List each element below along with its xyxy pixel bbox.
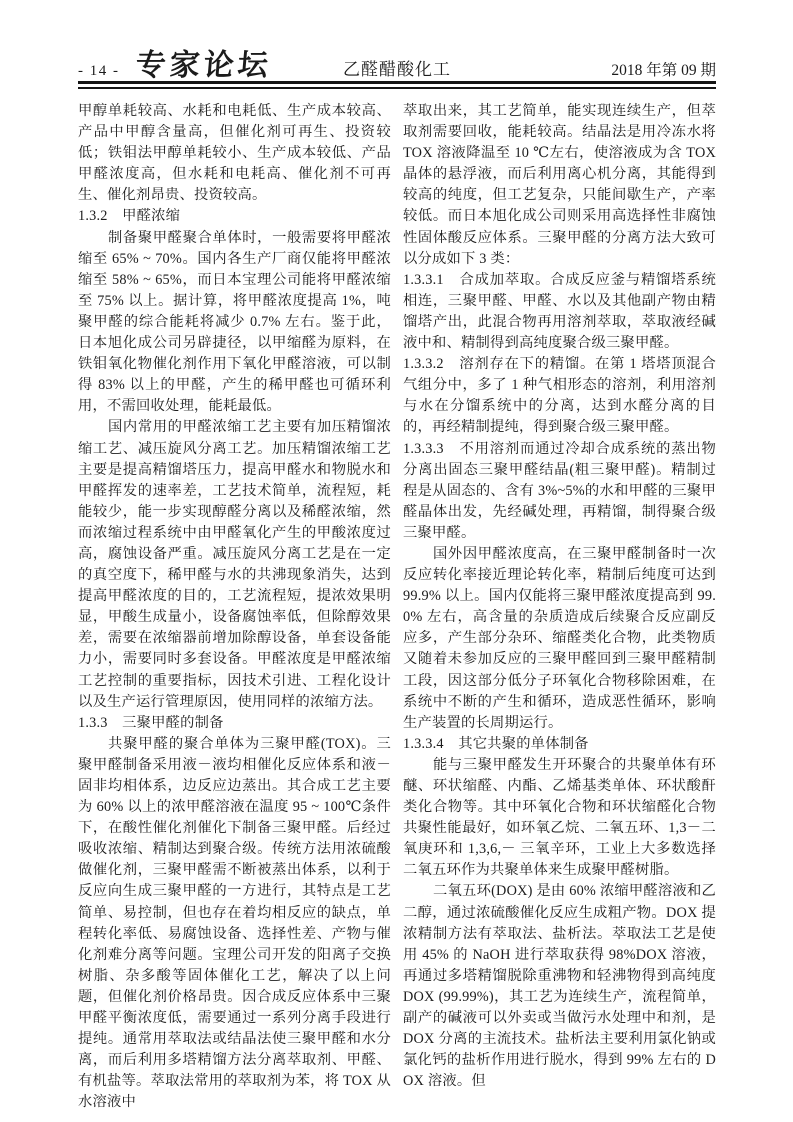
- text-paragraph: 制备聚甲醛聚合单体时，一般需要将甲醛浓缩至 65% ~ 70%。国内各生产厂商仅能将甲醛浓缩至 58% ~ 65%，而日本宝理公司能将甲醛浓缩至 75% 以上。据计算，将甲醛浓度提高 1%，吨聚甲醛的综合能耗将减少 0.7% 左右。鉴于此，日本旭化成公司另辟捷径，以甲缩醛为原料，在铁钼氧化物催化剂作用下氧化甲醛溶液，可以制得 83% 以上的甲醛，产生的稀甲醛也可循环利用，不需回收处理，能耗最低。: [78, 229, 391, 415]
- page-header: [78, 40, 716, 82]
- text-paragraph: 共聚甲醛的聚合单体为三聚甲醛(TOX)。三聚甲醛制备采用液－液均相催化反应体系和液－固非均相体系，边反应边蒸出。其合成工艺主要为 60% 以上的浓甲醛溶液在温度 95 ~ 100℃条件下，在酸性催化剂催化下制备三聚甲醛。后经过吸收浓缩、精制达到聚合级。传统方法用浓硫酸做催化剂，三聚甲醛需不断被蒸出体系，以利于反应向生成三聚甲醛的一方进行，其特点是工艺简单、易控制，但也存在着均相反应的缺点，单程转化率低、易腐蚀设备、选择性差、产物与催化剂难分离等问题。宝理公司开发的阳离子交换树脂、杂多酸等固体催化工艺，解决了以上问题，但催化剂价格昂贵。因合成反应体系中三聚甲醛平衡浓度低，需要通过一系列分离手段进行提纯。通常用萃取法或结晶法使三聚甲醛和水分离，而后利用多塔精馏方法分离萃取剂、甲醛、有机盐等。萃取法常用的萃取剂为苯，将 TOX 从水溶液中: [78, 735, 391, 1111]
- section-heading: 1.3.3 三聚甲醛的制备: [78, 714, 224, 731]
- text-paragraph: 能与三聚甲醛发生开环聚合的共聚单体有环醚、环状缩醛、内酯、乙烯基类单体、环状酸酐类化合物等。其中环氧化合物和环状缩醛化合物共聚性能最好，如环氧乙烷、二氧五环、1,3－二氧庚环和 1,3,6,－ 三氧辛环，工业上大多数选择二氧五环作为共聚单体来生成聚甲醛树脂。: [403, 756, 716, 879]
- text-paragraph: 1.3.3.2 溶剂存在下的精馏。在第 1 塔塔顶混合气组分中，多了 1 种气相形态的溶剂，利用溶剂与水在分馏系统中的分离，达到水醛分离的目的，再经精制提纯，得到聚合级三聚甲醛。: [403, 356, 716, 436]
- text-paragraph: 二氧五环(DOX) 是由 60% 浓缩甲醛溶液和乙二醇，通过浓硫酸催化反应生成粗产物。DOX 提浓精制方法有萃取法、盐析法。萃取法工艺是使用 45% 的 NaOH 进行萃取获得 98%DOX 溶液，再通过多塔精馏脱除重沸物和轻沸物得到高纯度 DOX (99.99%)，其工艺为连续生产，流程简单，副产的碱液可以外卖或当做污水处理中和剂，是 DOX 分离的主流技术。盐析法主要利用氯化钠或氯化钙的盐析作用进行脱水，得到 99% 左右的 DOX 溶液。但: [403, 883, 716, 1090]
- right-column: [403, 101, 716, 1114]
- article-body: [78, 101, 716, 1114]
- header-left-group: [78, 40, 343, 84]
- text-paragraph: 1.3.3.1 合成加萃取。合成反应釜与精馏塔系统相连，三聚甲醛、甲醛、水以及其他副产物由精馏塔产出，此混合物再用溶剂萃取，萃取液经碱液中和、精制得到高纯度聚合级三聚甲醛。: [403, 271, 716, 352]
- text-paragraph: 国内常用的甲醛浓缩工艺主要有加压精馏浓缩工艺、减压旋风分离工艺。加压精馏浓缩工艺主要是提高精馏塔压力，提高甲醛水和物脱水和甲醛挥发的速率差，工艺技术简单，流程短，耗能较少，能一步实现醇醛分离以及稀醛浓缩，然而浓缩过程系统中由甲醛氧化产生的甲酸浓度过高，腐蚀设备严重。减压旋风分离工艺是在一定的真空度下，稀甲醛与水的共沸现象消失，达到提高甲醛浓度的目的，工艺流程短，提浓效果明显，甲酸生成量小，设备腐蚀率低，但除醇效果差，需要在浓缩器前增加除醇设备，单套设备能力小，需要同时多套设备。甲醛浓度是甲醛浓缩工艺控制的重要指标，因技术引进、工程化设计以及生产运行管理原因，使用同样的浓缩方法。: [78, 419, 391, 710]
- text-paragraph: 国外因甲醛浓度高，在三聚甲醛制备时一次反应转化率接近理论转化率，精制后纯度可达到 99.9% 以上。国内仅能将三聚甲醛浓度提高到 99.0% 左右，高含量的杂质造成后续聚合反应副反应多，产生部分杂环、缩醛类化合物，此类物质又随着未参加反应的三聚甲醛回到三聚甲醛精制工段，因这部分低分子环氧化合物移除困难，在系统中不断的产生和循环，造成恶性循环，影响生产装置的长周期运行。: [403, 545, 716, 731]
- section-heading: 1.3.2 甲醛浓缩: [78, 208, 181, 225]
- text-paragraph: 甲醇单耗较高、水耗和电耗低、生产成本较高、产品中甲醇含量高，但催化剂可再生、投资较低；铁钼法甲醇单耗较小、生产成本较低、产品甲醛浓度高，但水耗和电耗高、催化剂不可再生、催化剂昂贵、投资较高。: [78, 103, 391, 204]
- journal-name: 乙醛醋酸化工: [343, 60, 451, 79]
- issue-label: 2018 年第 09 期: [611, 62, 716, 79]
- left-column: [78, 101, 391, 1114]
- section-heading: 1.3.3.4 其它共聚的单体制备: [403, 735, 589, 752]
- page-number: - 14 -: [78, 63, 120, 79]
- header-center-group: [343, 55, 451, 80]
- header-right-group: [451, 58, 716, 80]
- text-paragraph: 萃取出来，其工艺简单，能实现连续生产，但萃取剂需要回收，能耗较高。结晶法是用冷冻水将 TOX 溶液降温至 10 ℃左右，使溶液成为含 TOX 晶体的悬浮液，而后利用离心机分离，其能得到较高的纯度，但工艺复杂，只能间歇生产，产率较低。而日本旭化成公司则采用高选择性非腐蚀性固体酸反应体系。三聚甲醛的分离方法大致可以分成如下 3 类：: [403, 103, 716, 267]
- text-paragraph: 1.3.3.3 不用溶剂而通过冷却合成系统的蒸出物分离出固态三聚甲醛结晶(粗三聚甲醛)。精制过程是从固态的、含有 3%~5%的水和甲醛的三聚甲醛晶体出发，先经碱处理，再精馏，制得聚合级三聚甲醛。: [403, 440, 716, 541]
- column-title: 专家论坛: [133, 49, 273, 82]
